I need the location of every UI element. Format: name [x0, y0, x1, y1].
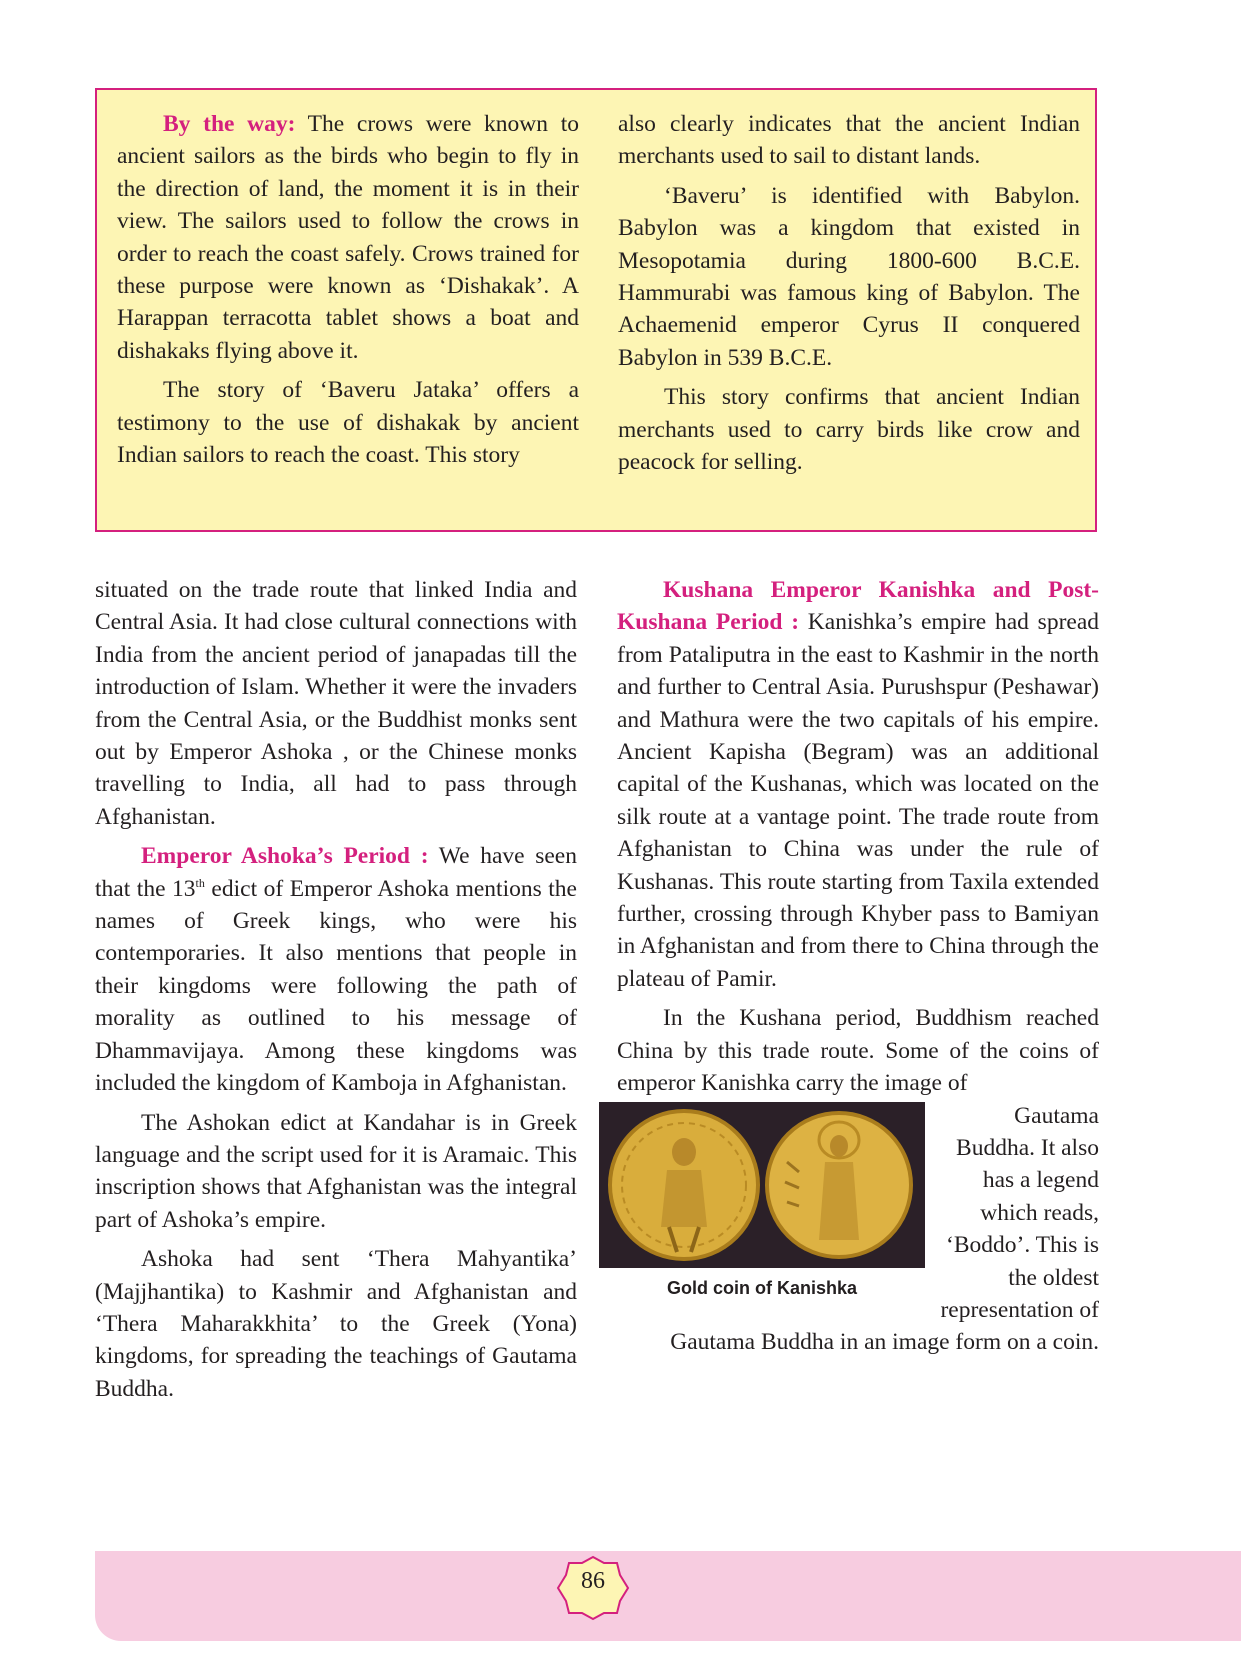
box-left-column — [117, 108, 579, 478]
left-text-column — [95, 574, 577, 1412]
right-text-column — [617, 574, 1099, 1359]
superscript-th: th — [195, 875, 205, 890]
box-paragraph: The story of ‘Baveru Jataka’ offers a testimony to the use of dishakak by ancient Indian sailors to reach the coast. This story — [117, 377, 579, 469]
box-paragraph-text: The crows were known to ancient sailors as the birds who begin to fly in the direction of land, the moment it is in their view. The sailors used to follow the crows in order to reach the coast safely. Crows trained for these purpose were known as ‘Dishakak’. A Harappan terracotta tablet shows a boat and dishakaks flying above it. — [117, 111, 579, 364]
figure-caption: Gold coin of Kanishka — [666, 1277, 858, 1298]
body-paragraph: The Ashokan edict at Kandahar is in Greek language and the script used for it is Aramaic. This inscription shows that Afghanistan was the integral part of Ashoka’s empire. — [95, 1109, 577, 1233]
box-right-column — [618, 108, 1080, 485]
box-paragraph: This story confirms that ancient Indian merchants used to carry birds like crow and peacock for selling. — [618, 384, 1080, 476]
box-paragraph: ‘Baveru’ is identified with Babylon. Babylon was a kingdom that existed in Mesopotamia during 1800-600 B.C.E. Hammurabi was famous king of Babylon. The Achaemenid emperor Cyrus II conquered Babylon in 539 B.C.E. — [618, 182, 1080, 371]
by-the-way-box — [95, 88, 1097, 532]
box-paragraph: also clearly indicates that the ancient Indian merchants used to sail to distant lands. — [618, 111, 1080, 170]
body-paragraph: situated on the trade route that linked India and Central Asia. It had close cultural connections with India from the ancient period of janapadas till the introduction of Islam. Whether it were the invaders from the Central Asia, or the Buddhist monks sent out by Emperor Ashoka , or the Chinese monks travelling to India, all had to pass through Afghanistan. — [95, 577, 577, 830]
body-paragraph: Ashoka had sent ‘Thera Mahyantika’ (Majjhantika) to Kashmir and Afghanistan and ‘Thera Maharakkhita’ to the Greek (Yona) kingdoms, for spreading the teachings of Gautama Buddha. — [95, 1246, 577, 1402]
page-number: 86 — [581, 1568, 605, 1594]
gold-coin-image — [599, 1102, 925, 1268]
body-paragraph — [95, 840, 577, 1099]
section-heading-ashoka: Emperor Ashoka’s Period : — [141, 843, 429, 870]
body-paragraph: In the Kushana period, Buddhism reached China by this trade route. Some of the coins of emperor Kanishka carry the image of — [617, 1005, 1099, 1097]
paragraph-text: Kanishka’s empire had spread from Pataliputra in the east to Kashmir in the north and further to Central Asia. Purushspur (Peshawar) and Mathura were the two capitals of his empire. Ancient Kapisha (Begram) was an additional capital of the Kushanas, which was located on the silk route at a vantage point. The trade route from Afghanistan to China was under the rule of Kushanas. This route starting from Taxila extended further, crossing through Khyber pass to Bamiyan in Afghanistan and from there to China through the plateau of Pamir. — [617, 609, 1100, 992]
section-heading-kushana: Kushana Emperor Kanishka and Post-Kushana Period : — [617, 577, 1099, 636]
box-paragraph — [117, 108, 579, 367]
body-paragraph: Gautama Buddha. It also has a legend which reads, ‘Boddo’. This is the oldest representation of Gautama Buddha in an image form on a coin. — [670, 1102, 1099, 1356]
footer-band — [95, 1551, 1241, 1641]
paragraph-text: We have seen that the 13 — [95, 843, 577, 902]
paragraph-text: edict of Emperor Ashoka mentions the names of Greek kings, who were his contemporaries. It also mentions that people in their kingdoms were following the path of morality as outlined to his message of Dhammavijaya. Among these kingdoms was included the kingdom of Kamboja in Afghanistan. — [95, 875, 577, 1097]
coin-figure — [599, 1100, 925, 1299]
by-the-way-label: By the way: — [163, 111, 296, 137]
body-paragraph — [617, 574, 1099, 995]
